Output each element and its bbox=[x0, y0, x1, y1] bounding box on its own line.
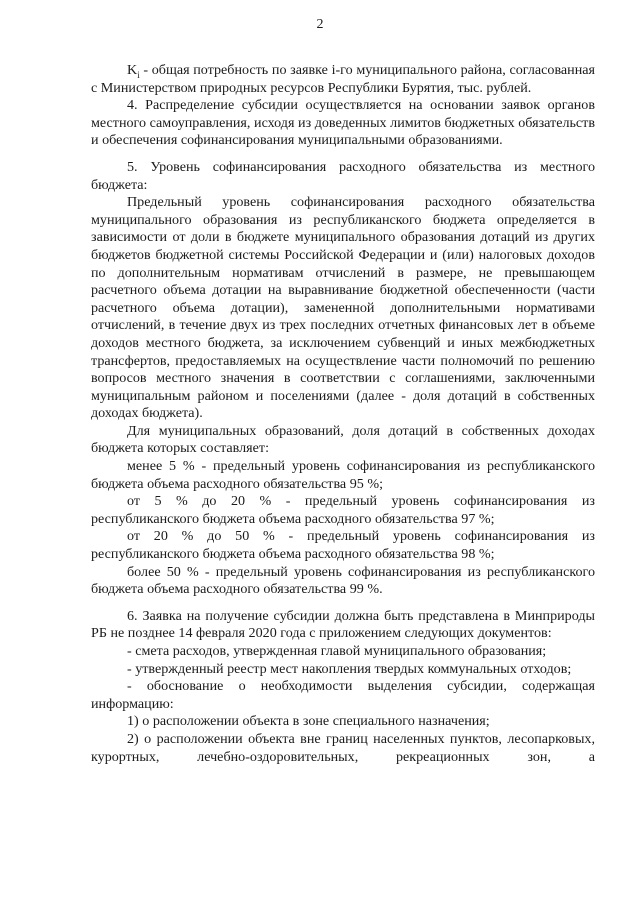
level-item-4: более 50 % - предельный уровень софинансирования из республиканского бюджета объема расходного обязательства 99 %. bbox=[91, 563, 595, 598]
document-body bbox=[91, 62, 595, 766]
k-definition bbox=[91, 62, 595, 97]
k-symbol: K bbox=[127, 62, 138, 78]
paragraph-dotation-share: Для муниципальных образований, доля дотаций в собственных доходах бюджета которых составляет: bbox=[91, 422, 595, 457]
paragraph-6: 6. Заявка на получение субсидии должна быть представлена в Минприроды РБ не позднее 14 февраля 2020 года с приложением следующих документов: bbox=[91, 607, 595, 642]
paragraph-5-heading: 5. Уровень софинансирования расходного обязательства из местного бюджета: bbox=[91, 158, 595, 193]
paragraph-4: 4. Распределение субсидии осуществляется на основании заявок органов местного самоуправления, исходя из доведенных лимитов бюджетных обязательств и обеспечения софинансирования муниципальными образованиями. bbox=[91, 97, 595, 149]
paragraph-cofinancing-level: Предельный уровень софинансирования расходного обязательства муниципального образования из республиканского бюджета определяется в зависимости от доли в бюджете муниципального образования дотаций из других бюджетов бюджетной системы Российской Федерации и (или) налоговых доходов по дополнительным нормативам отчислений в размере, не превышающем расчетного объема дотации на выравнивание бюджетной обеспеченности (части расчетного объема дотации), замененной дополнительными нормативами отчислений, в течение двух из трех последних отчетных финансовых лет в объеме доходов местного бюджета, за исключением субвенций и иных межбюджетных трансфертов, предоставляемых на осуществление части полномочий по решению вопросов местного значения в соответствии с соглашениями, заключенными муниципальным районом и поселениями (далее - доля дотаций в собственных доходах бюджета). bbox=[91, 194, 595, 422]
doc-item-estimate: - смета расходов, утвержденная главой муниципального образования; bbox=[127, 643, 547, 659]
info-item-2: 2) о расположении объекта вне границ населенных пунктов, лесопарковых, курортных, лечебно-оздоровительных, рекреационных зон, а bbox=[91, 730, 595, 765]
level-item-2: от 5 % до 20 % - предельный уровень софинансирования из республиканского бюджета объема расходного обязательства 97 %; bbox=[91, 493, 595, 527]
doc-item-registry: - утвержденный реестр мест накопления твердых коммунальных отходов; bbox=[127, 660, 572, 677]
info-item-1: 1) о расположении объекта в зоне специального назначения; bbox=[127, 713, 490, 730]
k-definition-text: - общая потребность по заявке i-го муниципального района, согласованная с Министерством природных ресурсов Республики Бурятия, тыс. рублей. bbox=[91, 62, 595, 96]
doc-item-justification: - обоснование о необходимости выделения субсидии, содержащая информацию: bbox=[91, 678, 595, 712]
level-item-1: менее 5 % - предельный уровень софинансирования из республиканского бюджета объема расходного обязательства 95 %; bbox=[91, 458, 595, 492]
page-number: 2 bbox=[316, 17, 324, 32]
k-subscript: i bbox=[137, 69, 140, 80]
level-item-3: от 20 % до 50 % - предельный уровень софинансирования из республиканского бюджета объема расходного обязательства 98 %; bbox=[91, 528, 595, 563]
